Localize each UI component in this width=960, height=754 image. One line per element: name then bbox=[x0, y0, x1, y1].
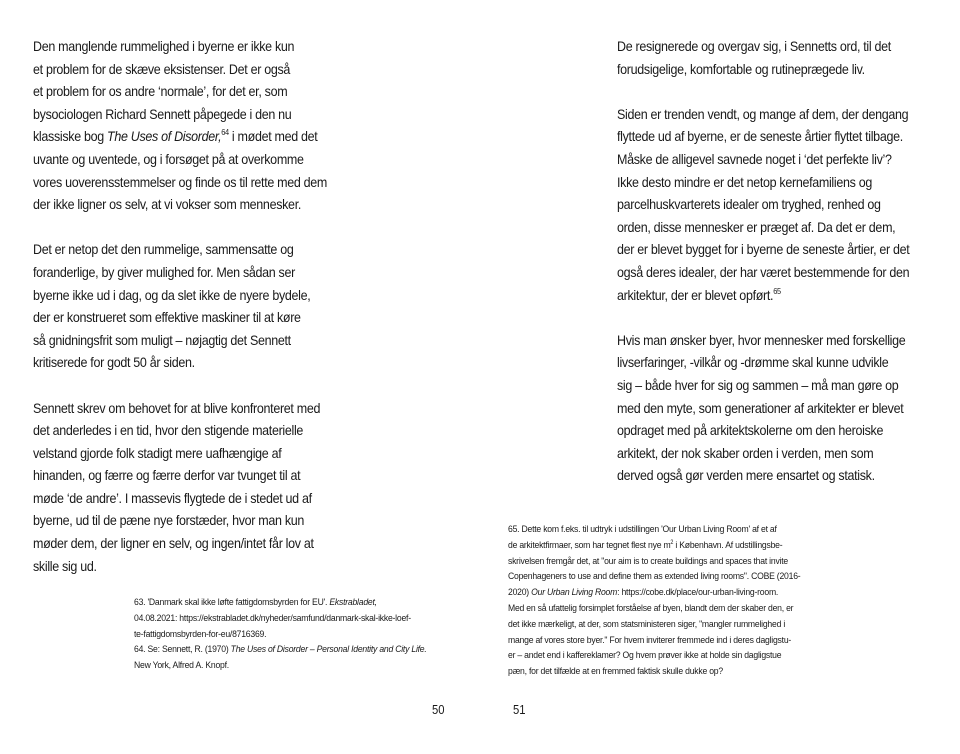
text-line: der ikke ligner os selv, at vi vokser som mennesker. bbox=[33, 197, 302, 213]
text-line: møde ‘de andre’. I massevis flygtede de i stedet ud af bbox=[33, 490, 312, 506]
page-number-left: 50 bbox=[432, 703, 445, 717]
text-line: vores uoverensstemmelser og finde os til rette med dem bbox=[33, 174, 328, 190]
paragraph bbox=[33, 36, 337, 217]
right-body-text bbox=[617, 36, 930, 510]
paragraph bbox=[617, 330, 930, 488]
paragraph bbox=[33, 239, 337, 375]
paragraph bbox=[617, 104, 930, 307]
superscript: 2 bbox=[670, 539, 674, 546]
footnote-64 bbox=[134, 642, 458, 658]
footnote-ref-65[interactable]: 65 bbox=[773, 286, 781, 296]
text-line: derved også gør verden mere ensartet og statisk. bbox=[617, 468, 875, 484]
text-line: skille sig ud. bbox=[33, 558, 97, 574]
footnote-line: det ikke mærkeligt, at der, som statsministeren siger, "mangler rummelighed i bbox=[508, 618, 786, 630]
source-title: Ekstrabladet, bbox=[329, 597, 377, 608]
text-line: møder dem, der ligner en selv, og ingen/intet får lov at bbox=[33, 536, 314, 552]
text-line: velstand gjorde folk stadigt mere uafhængige af bbox=[33, 445, 282, 461]
footnote-line: pæn, for det tilfælde at en fremmed faktisk skulle dukke op? bbox=[508, 666, 723, 678]
text-fragment: 64. Se: Sennett, R. (1970) bbox=[134, 644, 231, 656]
text-line: et problem for os andre ‘normale’, for det er, som bbox=[33, 84, 288, 100]
text-line: forudsigelige, komfortable og rutineprægede liv. bbox=[617, 61, 865, 77]
text-line: orden, disse mennesker er præget af. Da det er dem, bbox=[617, 219, 896, 235]
right-page bbox=[480, 0, 960, 754]
footnote-ref-64[interactable]: 64 bbox=[221, 128, 229, 138]
text-line: Det er netop det den rummelige, sammensatte og bbox=[33, 242, 294, 258]
source-title: The Uses of Disorder – Personal Identity and City Life. bbox=[230, 644, 427, 656]
text-line: Hvis man ønsker byer, hvor mennesker med forskellige bbox=[617, 332, 906, 348]
text-fragment: : https://cobe.dk/place/our-urban-living-room. bbox=[617, 587, 779, 599]
footnote-65 bbox=[508, 522, 841, 680]
footnote-line bbox=[508, 585, 841, 601]
text-fragment: klassiske bog bbox=[33, 129, 108, 145]
text-line: uvante og uventede, og i forsøget på at overkomme bbox=[33, 151, 304, 167]
footnote-line: skrivelsen fremgår det, at "our aim is to create buildings and spaces that invite bbox=[508, 555, 788, 567]
footnote-63 bbox=[134, 595, 458, 611]
text-line: Den manglende rummelighed i byerne er ikke kun bbox=[33, 39, 295, 54]
text-line: sig – både hver for sig og sammen – må man gøre op bbox=[617, 377, 899, 393]
text-line: Siden er trenden vendt, og mange af dem, der dengang bbox=[617, 106, 909, 122]
text-line: der er konstrueret som effektive maskiner til at køre bbox=[33, 310, 301, 326]
footnote-line: New York, Alfred A. Knopf. bbox=[134, 660, 229, 672]
text-line: De resignerede og overgav sig, i Sennetts ord, til det bbox=[617, 39, 891, 54]
text-fragment: i mødet med det bbox=[228, 129, 318, 145]
book-title: The Uses of Disorder, bbox=[107, 129, 222, 145]
text-fragment: 63. 'Danmark skal ikke løfte fattigdomsbyrden for EU'. bbox=[134, 597, 330, 608]
text-line: hinanden, og færre og færre derfor var tvunget til at bbox=[33, 468, 301, 484]
text-line bbox=[617, 285, 930, 308]
text-line: så gnidningsfrit som muligt – nøjagtig det Sennett bbox=[33, 332, 291, 348]
text-line: opdraget med på arkitektskolerne om den heroiske bbox=[617, 423, 884, 439]
text-line: Ikke desto mindre er det netop kernefamiliens og bbox=[617, 174, 872, 190]
text-line: der er blevet bygget for i byerne de seneste årtier, er det bbox=[617, 242, 910, 258]
text-line: flyttede ud af byerne, er de seneste årtier flyttet tilbage. bbox=[617, 129, 903, 145]
text-line: parcelhuskvarterets idealer om tryghed, renhed og bbox=[617, 197, 881, 213]
text-line: byerne, ud til de pæne nye forstæder, hvor man kun bbox=[33, 513, 305, 529]
text-line bbox=[33, 126, 337, 149]
page-number-right: 51 bbox=[513, 703, 526, 717]
footnote-line bbox=[508, 538, 841, 554]
text-line: foranderlige, by giver mulighed for. Men sådan ser bbox=[33, 264, 295, 280]
text-fragment: de arkitektfirmaer, som har tegnet flest nye m bbox=[508, 539, 671, 551]
text-line: det anderledes i en tid, hvor den stigende materielle bbox=[33, 423, 304, 439]
text-fragment: 2020) bbox=[508, 587, 532, 599]
footnote-line: 04.08.2021: https://ekstrabladet.dk/nyheder/samfund/danmark-skal-ikke-loef- bbox=[134, 612, 411, 624]
text-line: med den myte, som generationer af arkitekter er blevet bbox=[617, 400, 904, 416]
footnote-line: er – andet end i kaffereklamer? Og hvem prøver ikke at holde sin dagligstue bbox=[508, 650, 782, 662]
left-body-text bbox=[33, 36, 337, 601]
text-line: også deres idealer, der har været bestemmende for den bbox=[617, 264, 910, 280]
paragraph bbox=[33, 398, 337, 579]
text-line: livserfaringer, -vilkår og -drømme skal kunne udvikle bbox=[617, 355, 889, 371]
footnote-line: Copenhageners to use and define them as extended living rooms". COBE (2016- bbox=[508, 571, 801, 583]
left-footnotes bbox=[134, 595, 458, 674]
footnote-line: te-fattigdomsbyrden-for-eu/8716369. bbox=[134, 628, 267, 640]
text-line: arkitekt, der nok skaber orden i verden, men som bbox=[617, 445, 874, 461]
source-title: Our Urban Living Room bbox=[531, 587, 618, 599]
text-line: Måske de alligevel savnede noget i ‘det perfekte liv’? bbox=[617, 151, 892, 167]
footnote-line: Med en så ufattelig forsimplet forståelse af byen, blandt dem der skaber den, er bbox=[508, 602, 794, 614]
text-line: byerne ikke ud i dag, og da slet ikke de nyere bydele, bbox=[33, 287, 311, 303]
text-line: kritiserede for godt 50 år siden. bbox=[33, 355, 195, 371]
footnote-line: mange af vores store byer." For hvem inviterer fremmede ind i deres dagligstu- bbox=[508, 634, 792, 646]
paragraph bbox=[617, 36, 930, 81]
text-fragment: i København. Af udstillingsbe- bbox=[673, 539, 783, 551]
text-line: Sennett skrev om behovet for at blive konfronteret med bbox=[33, 400, 321, 416]
text-fragment: arkitektur, der er blevet opført. bbox=[617, 287, 774, 303]
footnote-line: 65. Dette kom f.eks. til udtryk i udstillingen 'Our Urban Living Room' af et af bbox=[508, 524, 777, 535]
text-line: bysociologen Richard Sennett påpegede i den nu bbox=[33, 106, 292, 122]
text-line: et problem for de skæve eksistenser. Det er også bbox=[33, 61, 291, 77]
